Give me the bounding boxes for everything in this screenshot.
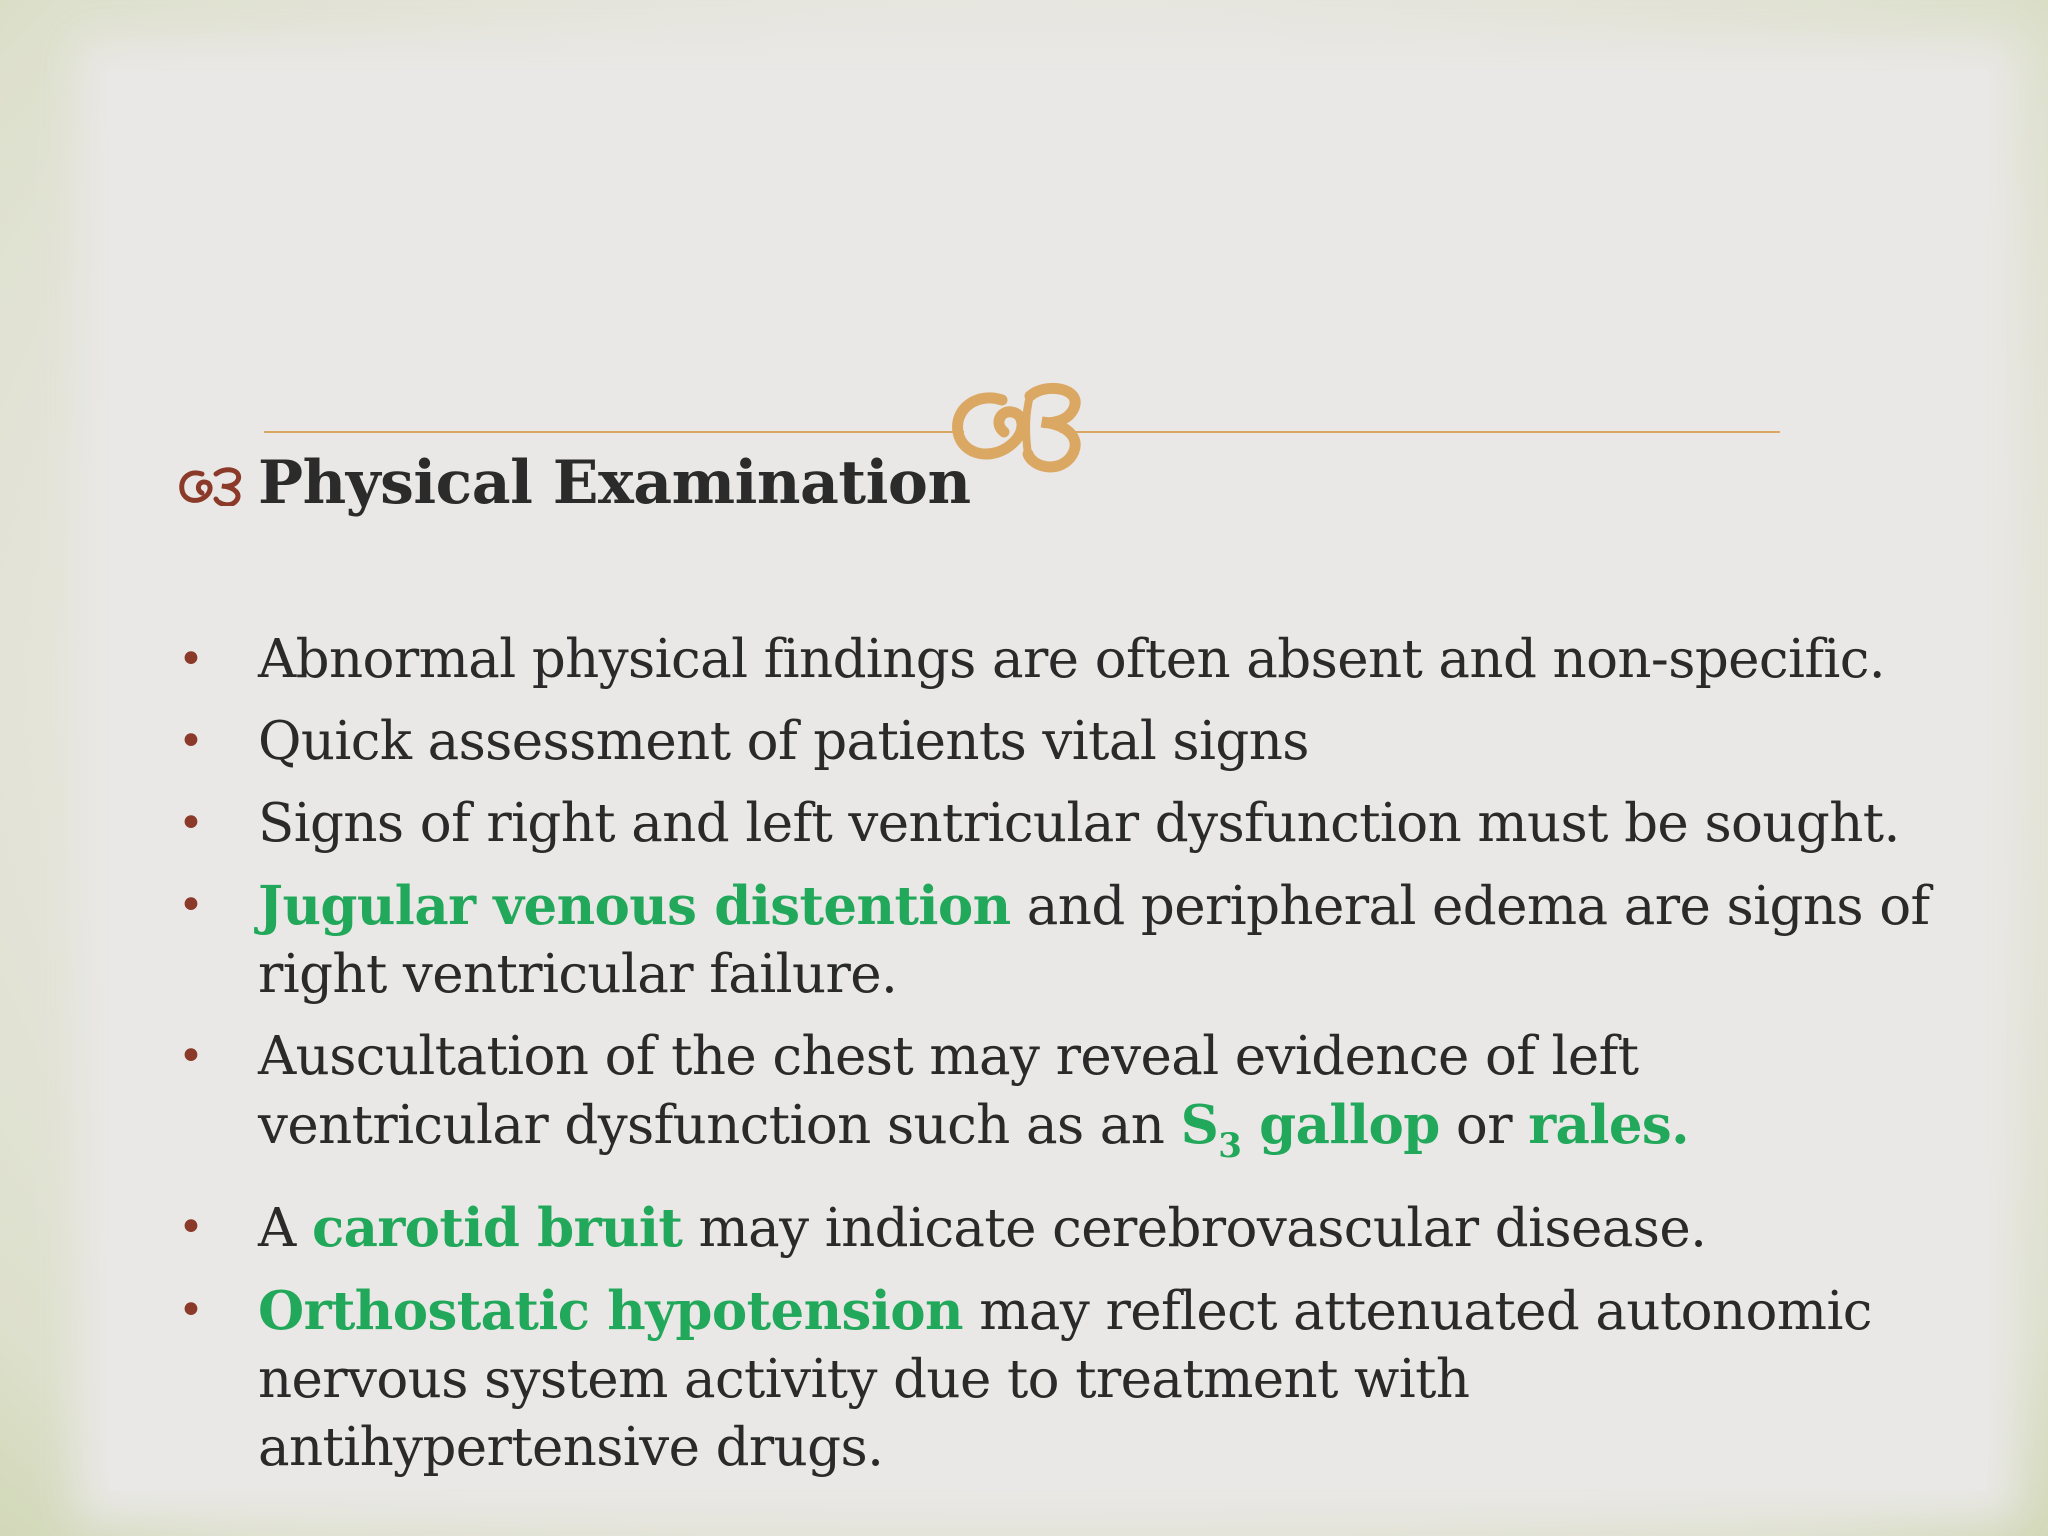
bullet-text-segment: may indicate cerebrovascular disease. [682,1198,1707,1259]
bullet-dot: • [178,1285,204,1336]
bullet-text-segment: and peripheral edema are signs of [1010,876,1930,937]
highlight-carotid-bruit: carotid bruit [311,1197,683,1259]
bullet-text-segment: antihypertensive drugs. [258,1417,884,1478]
s3-subscript: 3 [1218,1126,1242,1166]
bullet-dot: • [178,634,204,685]
bullet-item-5 [178,1023,1998,1180]
bullet-text: Abnormal physical findings are often absent and non-specific. [258,629,1886,690]
swirl-ornament-icon [950,378,1100,478]
bullet-dot: • [178,798,204,849]
bullet-item-6 [178,1194,1998,1263]
bullet-text-segment: may reflect attenuated autonomic [963,1281,1872,1342]
bullet-dot: • [178,1202,204,1253]
bullet-item-1 [178,626,1998,694]
bullet-text [258,1277,1998,1482]
highlight-rales: rales. [1528,1094,1690,1156]
divider-line-right [1060,431,1780,433]
bullet-text [258,1023,1998,1180]
bullet-text: Signs of right and left ventricular dysfunction must be sought. [258,793,1900,854]
bullet-text-segment: ventricular dysfunction such as an [258,1095,1181,1156]
bullet-dot: • [178,880,204,931]
bullet-item-2 [178,708,1998,776]
bullet-text [258,872,1998,1009]
bullet-text-segment: right ventricular failure. [258,944,898,1005]
bullet-text: Quick assessment of patients vital signs [258,711,1309,772]
bullet-text-segment: A [258,1198,312,1259]
bullet-text-segment: nervous system activity due to treatment with [258,1349,1470,1410]
bullet-text-segment: or [1439,1095,1529,1156]
highlight-s3-gallop [1180,1094,1440,1166]
highlight-orthostatic-hypotension: Orthostatic hypotension [258,1280,963,1342]
swirl-bullet-icon [178,466,244,506]
bullet-item-4 [178,872,1998,1009]
bullet-dot: • [178,716,204,767]
highlight-jugular-venous-distention: Jugular venous distention [258,875,1011,937]
heading-title: Physical Examination [258,448,971,518]
bullet-list [178,626,1998,1496]
divider-line-left [264,431,964,433]
gallop-word: gallop [1241,1094,1440,1156]
bullet-item-3 [178,790,1998,858]
heading-row [178,448,971,518]
bullet-text-segment: Auscultation of the chest may reveal evidence of left [258,1026,1639,1087]
bullet-dot: • [178,1031,204,1082]
s3-letter: S [1180,1094,1219,1156]
bullet-item-7 [178,1277,1998,1482]
bullet-text [258,1194,1998,1263]
